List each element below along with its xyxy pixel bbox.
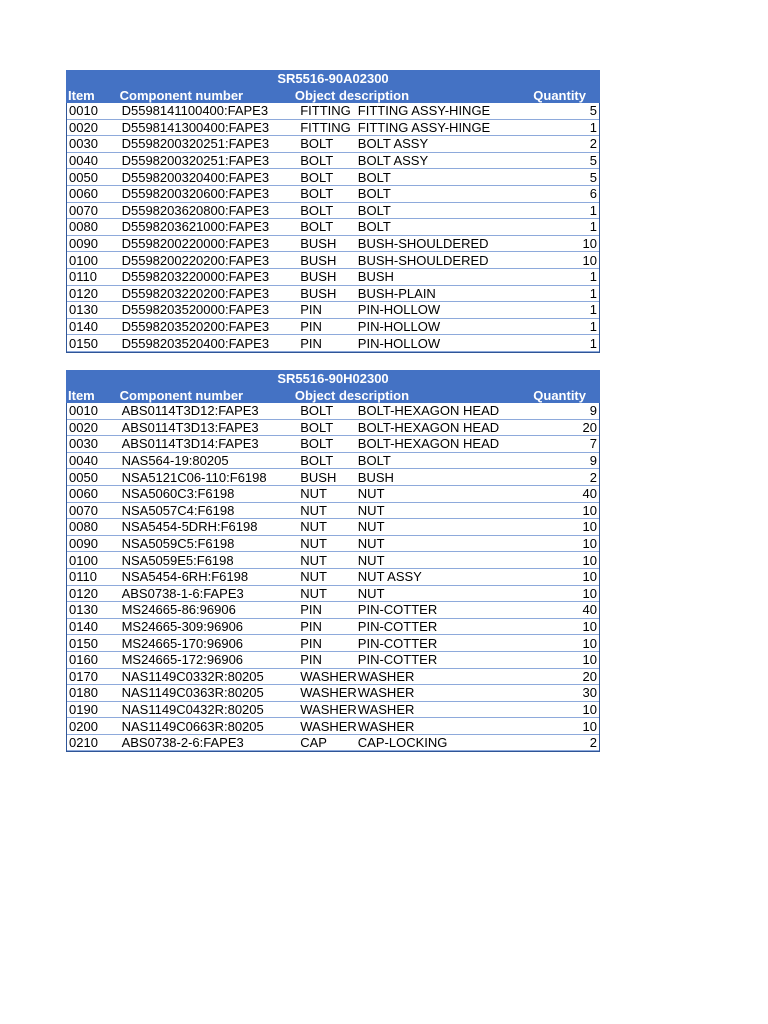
cell-quantity: 1 xyxy=(589,202,597,218)
cell-description: NUT xyxy=(357,502,385,518)
table-row xyxy=(67,635,599,652)
cell-description: NUT xyxy=(357,585,385,601)
header-component: Component number xyxy=(119,87,244,103)
cell-description: WASHER xyxy=(357,718,415,734)
cell-component: ABS0114T3D14:FAPE3 xyxy=(121,436,259,452)
cell-quantity: 30 xyxy=(582,685,597,701)
table-row xyxy=(67,319,599,336)
cell-component: D5598200320400:FAPE3 xyxy=(121,169,270,185)
cell-quantity: 20 xyxy=(582,668,597,684)
cell-component: D5598200320251:FAPE3 xyxy=(121,153,270,169)
table-row xyxy=(67,536,599,553)
cell-component: NAS1149C0432R:80205 xyxy=(121,701,264,717)
cell-item: 0170 xyxy=(69,668,98,684)
cell-quantity: 10 xyxy=(582,552,597,568)
cell-category: NUT xyxy=(300,519,327,535)
cell-component: D5598203621000:FAPE3 xyxy=(121,219,270,235)
table-row xyxy=(67,436,599,453)
cell-item: 0020 xyxy=(69,419,98,435)
cell-quantity: 1 xyxy=(589,119,597,135)
cell-description: BOLT-HEXAGON HEAD xyxy=(357,436,500,452)
cell-category: PIN xyxy=(300,302,322,318)
cell-description: WASHER xyxy=(357,701,415,717)
cell-quantity: 1 xyxy=(589,269,597,285)
table-row xyxy=(67,552,599,569)
cell-component: D5598200320251:FAPE3 xyxy=(121,136,270,152)
cell-description: PIN-COTTER xyxy=(357,652,438,668)
cell-category: BOLT xyxy=(300,419,334,435)
cell-component: NSA5059E5:F6198 xyxy=(121,552,234,568)
cell-description: PIN-HOLLOW xyxy=(357,319,441,335)
cell-item: 0070 xyxy=(69,502,98,518)
cell-component: ABS0114T3D12:FAPE3 xyxy=(121,403,259,419)
cell-quantity: 10 xyxy=(582,569,597,585)
table-row xyxy=(67,602,599,619)
header-item: Item xyxy=(68,387,95,403)
cell-item: 0120 xyxy=(69,285,98,301)
table-row xyxy=(67,453,599,470)
table-row xyxy=(67,136,599,153)
cell-item: 0140 xyxy=(69,619,98,635)
cell-quantity: 1 xyxy=(589,302,597,318)
table-row xyxy=(67,269,599,286)
cell-category: BUSH xyxy=(300,269,337,285)
cell-description: BOLT ASSY xyxy=(357,136,429,152)
cell-description: BOLT xyxy=(357,202,391,218)
cell-item: 0100 xyxy=(69,552,98,568)
cell-component: MS24665-309:96906 xyxy=(121,619,244,635)
cell-category: WASHER xyxy=(300,718,357,734)
cell-category: BOLT xyxy=(300,186,334,202)
cell-quantity: 40 xyxy=(582,602,597,618)
table-row xyxy=(67,153,599,170)
cell-category: PIN xyxy=(300,635,322,651)
cell-quantity: 1 xyxy=(589,319,597,335)
table-row xyxy=(67,669,599,686)
table-row xyxy=(67,469,599,486)
table-row xyxy=(67,652,599,669)
cell-component: MS24665-170:96906 xyxy=(121,635,244,651)
cell-description: BOLT-HEXAGON HEAD xyxy=(357,419,500,435)
cell-quantity: 1 xyxy=(589,335,597,351)
cell-description: NUT ASSY xyxy=(357,569,422,585)
cell-component: ABS0738-2-6:FAPE3 xyxy=(121,735,244,751)
cell-description: FITTING ASSY-HINGE xyxy=(357,119,491,135)
cell-quantity: 5 xyxy=(589,153,597,169)
cell-description: NUT xyxy=(357,486,385,502)
cell-item: 0110 xyxy=(69,569,97,585)
cell-item: 0110 xyxy=(69,269,97,285)
cell-category: CAP xyxy=(300,735,327,751)
cell-item: 0050 xyxy=(69,469,98,485)
header-description: Object description xyxy=(294,87,410,103)
cell-item: 0080 xyxy=(69,519,98,535)
cell-category: BOLT xyxy=(300,453,334,469)
cell-quantity: 10 xyxy=(582,536,597,552)
cell-component: D5598203220000:FAPE3 xyxy=(121,269,270,285)
cell-item: 0080 xyxy=(69,219,98,235)
cell-quantity: 1 xyxy=(589,219,597,235)
cell-description: CAP-LOCKING xyxy=(357,735,448,751)
table-row xyxy=(67,619,599,636)
cell-quantity: 9 xyxy=(589,453,597,469)
cell-description: BUSH-SHOULDERED xyxy=(357,236,489,252)
cell-description: NUT xyxy=(357,552,385,568)
cell-component: NAS1149C0663R:80205 xyxy=(121,718,264,734)
table-row xyxy=(67,203,599,220)
cell-item: 0120 xyxy=(69,585,98,601)
cell-description: WASHER xyxy=(357,685,415,701)
cell-item: 0150 xyxy=(69,635,98,651)
cell-item: 0100 xyxy=(69,252,98,268)
table-row xyxy=(67,403,599,420)
header-quantity: Quantity xyxy=(533,387,586,403)
cell-quantity: 20 xyxy=(582,419,597,435)
cell-quantity: 2 xyxy=(589,136,597,152)
table-title: SR5516-90A02300 xyxy=(66,70,600,87)
cell-quantity: 10 xyxy=(582,252,597,268)
cell-description: BUSH-PLAIN xyxy=(357,285,436,301)
cell-quantity: 2 xyxy=(589,469,597,485)
table-row xyxy=(67,103,599,120)
table-row xyxy=(67,569,599,586)
cell-component: NSA5454-6RH:F6198 xyxy=(121,569,249,585)
cell-quantity: 10 xyxy=(582,635,597,651)
cell-item: 0200 xyxy=(69,718,98,734)
cell-category: PIN xyxy=(300,319,322,335)
header-item: Item xyxy=(68,87,95,103)
cell-description: PIN-COTTER xyxy=(357,635,438,651)
cell-category: BOLT xyxy=(300,436,334,452)
cell-item: 0040 xyxy=(69,453,98,469)
cell-description: BUSH xyxy=(357,269,394,285)
cell-component: NSA5454-5DRH:F6198 xyxy=(121,519,258,535)
cell-item: 0130 xyxy=(69,602,98,618)
cell-component: NSA5059C5:F6198 xyxy=(121,536,235,552)
cell-quantity: 7 xyxy=(589,436,597,452)
table-row xyxy=(67,685,599,702)
cell-quantity: 10 xyxy=(582,502,597,518)
cell-quantity: 10 xyxy=(582,718,597,734)
cell-component: ABS0738-1-6:FAPE3 xyxy=(121,585,244,601)
cell-item: 0160 xyxy=(69,652,98,668)
cell-description: BUSH xyxy=(357,469,394,485)
cell-item: 0050 xyxy=(69,169,98,185)
parts-table-1 xyxy=(66,70,600,353)
cell-quantity: 2 xyxy=(589,735,597,751)
table-row xyxy=(67,219,599,236)
table-row xyxy=(67,335,599,352)
table-row xyxy=(67,252,599,269)
cell-category: NUT xyxy=(300,536,327,552)
cell-category: NUT xyxy=(300,569,327,585)
cell-category: PIN xyxy=(300,619,322,635)
cell-category: FITTING xyxy=(300,103,351,119)
cell-description: BOLT xyxy=(357,453,391,469)
table-row xyxy=(67,735,599,752)
table-row xyxy=(67,302,599,319)
cell-quantity: 10 xyxy=(582,585,597,601)
table-title: SR5516-90H02300 xyxy=(66,370,600,387)
cell-component: NAS1149C0332R:80205 xyxy=(121,668,264,684)
cell-description: BOLT xyxy=(357,186,391,202)
cell-quantity: 10 xyxy=(582,701,597,717)
cell-quantity: 40 xyxy=(582,486,597,502)
table-header xyxy=(66,87,600,103)
table-row xyxy=(67,120,599,137)
header-component: Component number xyxy=(119,387,244,403)
cell-component: D5598203520200:FAPE3 xyxy=(121,319,270,335)
cell-description: BUSH-SHOULDERED xyxy=(357,252,489,268)
cell-category: BUSH xyxy=(300,469,337,485)
cell-category: PIN xyxy=(300,602,322,618)
cell-component: D5598141300400:FAPE3 xyxy=(121,119,270,135)
table-row xyxy=(67,420,599,437)
cell-item: 0090 xyxy=(69,236,98,252)
cell-description: WASHER xyxy=(357,668,415,684)
table-row xyxy=(67,519,599,536)
cell-quantity: 10 xyxy=(582,652,597,668)
cell-component: NAS1149C0363R:80205 xyxy=(121,685,264,701)
cell-item: 0010 xyxy=(69,403,98,419)
cell-category: BOLT xyxy=(300,169,334,185)
cell-item: 0150 xyxy=(69,335,98,351)
table-row xyxy=(67,236,599,253)
header-description: Object description xyxy=(294,387,410,403)
cell-component: D5598200320600:FAPE3 xyxy=(121,186,270,202)
cell-item: 0060 xyxy=(69,186,98,202)
table-row xyxy=(67,186,599,203)
cell-description: BOLT xyxy=(357,219,391,235)
table-row xyxy=(67,586,599,603)
cell-category: BOLT xyxy=(300,219,334,235)
table-row xyxy=(67,718,599,735)
cell-description: BOLT-HEXAGON HEAD xyxy=(357,403,500,419)
cell-category: PIN xyxy=(300,335,322,351)
cell-component: MS24665-86:96906 xyxy=(121,602,236,618)
cell-description: BOLT xyxy=(357,169,391,185)
cell-category: WASHER xyxy=(300,668,357,684)
cell-component: NSA5060C3:F6198 xyxy=(121,486,235,502)
cell-component: D5598203620800:FAPE3 xyxy=(121,202,270,218)
cell-component: ABS0114T3D13:FAPE3 xyxy=(121,419,259,435)
cell-category: NUT xyxy=(300,502,327,518)
cell-item: 0180 xyxy=(69,685,98,701)
cell-component: D5598200220200:FAPE3 xyxy=(121,252,270,268)
cell-description: PIN-COTTER xyxy=(357,602,438,618)
cell-component: NAS564-19:80205 xyxy=(121,453,229,469)
table-body xyxy=(66,403,600,752)
cell-component: D5598200220000:FAPE3 xyxy=(121,236,270,252)
cell-item: 0040 xyxy=(69,153,98,169)
table-row xyxy=(67,169,599,186)
cell-component: D5598203520000:FAPE3 xyxy=(121,302,270,318)
cell-category: BOLT xyxy=(300,136,334,152)
cell-item: 0090 xyxy=(69,536,98,552)
cell-description: BOLT ASSY xyxy=(357,153,429,169)
cell-category: BUSH xyxy=(300,252,337,268)
cell-quantity: 5 xyxy=(589,169,597,185)
cell-category: BOLT xyxy=(300,403,334,419)
cell-item: 0140 xyxy=(69,319,98,335)
table-row xyxy=(67,286,599,303)
cell-description: NUT xyxy=(357,519,385,535)
cell-quantity: 10 xyxy=(582,519,597,535)
cell-quantity: 1 xyxy=(589,285,597,301)
cell-component: MS24665-172:96906 xyxy=(121,652,244,668)
cell-category: NUT xyxy=(300,486,327,502)
table-row xyxy=(67,486,599,503)
cell-component: D5598141100400:FAPE3 xyxy=(121,103,269,119)
cell-component: NSA5121C06-110:F6198 xyxy=(121,469,267,485)
cell-description: NUT xyxy=(357,536,385,552)
table-body xyxy=(66,103,600,353)
cell-category: WASHER xyxy=(300,701,357,717)
cell-item: 0030 xyxy=(69,436,98,452)
parts-table-2 xyxy=(66,370,600,752)
cell-item: 0010 xyxy=(69,103,98,119)
cell-quantity: 10 xyxy=(582,619,597,635)
cell-category: NUT xyxy=(300,552,327,568)
cell-description: PIN-HOLLOW xyxy=(357,302,441,318)
cell-quantity: 6 xyxy=(589,186,597,202)
table-row xyxy=(67,503,599,520)
cell-quantity: 5 xyxy=(589,103,597,119)
header-quantity: Quantity xyxy=(533,87,586,103)
cell-component: D5598203520400:FAPE3 xyxy=(121,335,270,351)
cell-item: 0210 xyxy=(69,735,98,751)
cell-description: PIN-COTTER xyxy=(357,619,438,635)
cell-category: PIN xyxy=(300,652,322,668)
cell-description: FITTING ASSY-HINGE xyxy=(357,103,491,119)
cell-description: PIN-HOLLOW xyxy=(357,335,441,351)
cell-quantity: 9 xyxy=(589,403,597,419)
table-header xyxy=(66,387,600,403)
cell-quantity: 10 xyxy=(582,236,597,252)
cell-item: 0030 xyxy=(69,136,98,152)
cell-category: BUSH xyxy=(300,236,337,252)
cell-category: WASHER xyxy=(300,685,357,701)
cell-component: D5598203220200:FAPE3 xyxy=(121,285,270,301)
cell-category: NUT xyxy=(300,585,327,601)
cell-item: 0020 xyxy=(69,119,98,135)
cell-category: BOLT xyxy=(300,153,334,169)
cell-category: BUSH xyxy=(300,285,337,301)
table-row xyxy=(67,702,599,719)
cell-category: FITTING xyxy=(300,119,351,135)
cell-item: 0070 xyxy=(69,202,98,218)
cell-component: NSA5057C4:F6198 xyxy=(121,502,235,518)
cell-item: 0060 xyxy=(69,486,98,502)
cell-item: 0190 xyxy=(69,701,98,717)
cell-item: 0130 xyxy=(69,302,98,318)
cell-category: BOLT xyxy=(300,202,334,218)
